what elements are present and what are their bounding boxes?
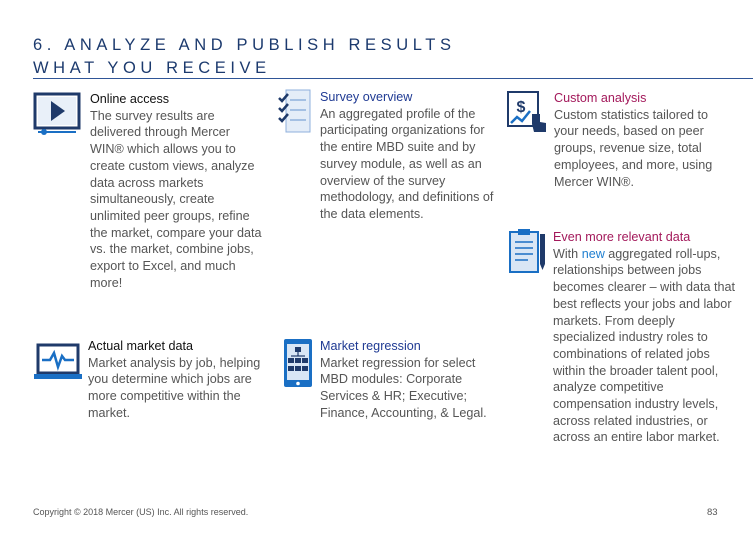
more-relevant-data-section [553,229,737,446]
more-relevant-data-text-after: aggregated roll-ups, relationships between jobs becomes clearer – with data that best reflects your jobs and labor markets. From deeply specialized industry roles to combinations of related jobs within the broader talent pool, analyze competitive compensation industry levels, across related industries, or across an entire labor market. [553,246,736,445]
custom-analysis-section [554,90,734,190]
page-subtitle: WHAT YOU RECEIVE [33,59,271,77]
more-relevant-data-text-before: With [553,246,579,261]
dollar-chart-hand-icon [506,90,550,134]
copyright-notice: Copyright © 2018 Mercer (US) Inc. All rights reserved. [33,507,249,517]
market-regression-heading: Market regression [320,339,421,353]
tablet-orgchart-icon [283,338,313,388]
actual-market-data-section [88,338,263,422]
online-access-heading: Online access [90,92,170,106]
online-access-text: The survey results are delivered through Mercer WIN® which allows you to create custom views, analyze data across markets simultaneously, create unlimited peer groups, refine the market, compare your data vs. the market, combine jobs, export to Excel, and much more! [90,108,262,290]
clipboard-pencil-icon [508,228,548,274]
actual-market-data-heading: Actual market data [88,339,193,353]
custom-analysis-heading: Custom analysis [554,91,647,105]
laptop-pulse-icon [33,343,83,381]
svg-text:$: $ [516,99,526,116]
online-access-section [90,91,265,291]
title-divider [33,78,753,79]
more-relevant-data-heading: Even more relevant data [553,230,691,244]
new-highlight: new [581,246,605,261]
actual-market-data-text: Market analysis by job, helping you determine which jobs are more competitive within the market. [88,355,261,420]
survey-overview-heading: Survey overview [320,90,413,104]
page-number: 83 [707,507,718,518]
more-relevant-data-text [553,246,737,446]
checklist-icon [276,88,312,134]
custom-analysis-text: Custom statistics tailored to your needs, based on peer groups, revenue size, total employees, and more, using Mercer WIN®. [554,107,713,189]
survey-overview-section [320,89,495,223]
market-regression-text: Market regression for select MBD modules: Corporate Services & HR; Executive; Finance, Accounting, & Legal. [320,355,487,420]
survey-overview-text: An aggregated profile of the participating organizations for the entire MBD suite and by survey module, as well as an overview of the survey methodology, and definitions of the data elements. [320,106,494,221]
market-regression-section [320,338,495,422]
page-title: 6. ANALYZE AND PUBLISH RESULTS [33,36,456,54]
video-play-icon [33,92,81,138]
